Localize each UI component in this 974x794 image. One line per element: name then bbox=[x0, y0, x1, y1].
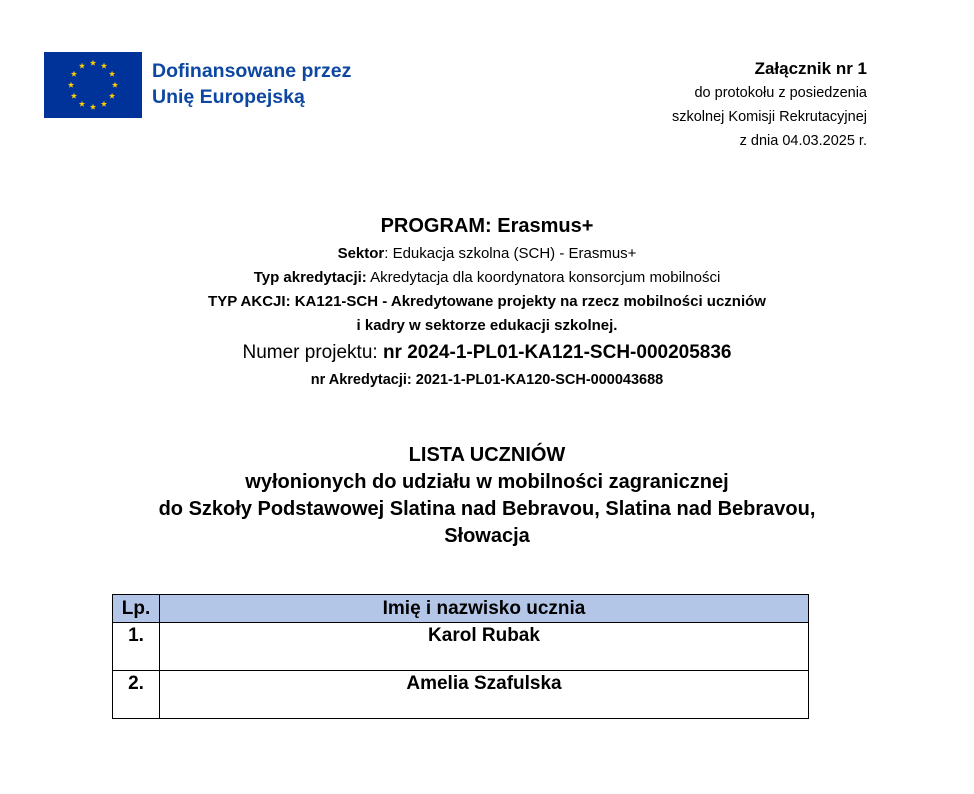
project-number-label: Numer projektu: bbox=[242, 342, 383, 363]
students-table bbox=[112, 594, 809, 719]
accreditation-type-line bbox=[0, 266, 974, 290]
accreditation-type-value: Akredytacja dla koordynatora konsorcjum mobilności bbox=[366, 269, 721, 286]
sector-line bbox=[0, 242, 974, 266]
list-title bbox=[0, 442, 974, 550]
sector-label: Sektor bbox=[337, 245, 385, 262]
row-name: Amelia Szafulska bbox=[160, 671, 809, 719]
accreditation-number: nr Akredytacji: 2021-1-PL01-KA120-SCH-000043688 bbox=[310, 372, 664, 388]
table-row bbox=[113, 623, 809, 671]
annex-date: z dnia 04.03.2025 r. bbox=[739, 133, 867, 149]
annex-line1: do protokołu z posiedzenia bbox=[694, 85, 867, 101]
eu-text-line1: Dofinansowane przez bbox=[152, 60, 352, 82]
list-title-line1: LISTA UCZNIÓW bbox=[408, 444, 566, 466]
project-number-line bbox=[0, 340, 974, 366]
accreditation-type-label: Typ akredytacji: bbox=[253, 269, 367, 286]
program-title: PROGRAM: Erasmus+ bbox=[380, 215, 594, 237]
action-type-line1: TYP AKCJI: KA121-SCH - Akredytowane projekty na rzecz mobilności uczniów bbox=[208, 293, 766, 310]
row-name: Karol Rubak bbox=[160, 623, 809, 671]
header-lp: Lp. bbox=[113, 595, 160, 623]
eu-text-line2: Unię Europejską bbox=[152, 86, 305, 108]
sector-value: : Edukacja szkolna (SCH) - Erasmus+ bbox=[384, 245, 637, 262]
list-title-line3: do Szkoły Podstawowej Slatina nad Bebravou, Slatina nad Bebravou, bbox=[158, 498, 816, 520]
annex-line2: szkolnej Komisji Rekrutacyjnej bbox=[671, 109, 867, 125]
table-header-row bbox=[113, 595, 809, 623]
row-lp: 2. bbox=[113, 671, 160, 719]
header-name: Imię i nazwisko ucznia bbox=[160, 595, 809, 623]
project-number-value: nr 2024-1-PL01-KA121-SCH-000205836 bbox=[382, 342, 732, 363]
list-title-line4: Słowacja bbox=[444, 525, 530, 547]
action-type-line2: i kadry w sektorze edukacji szkolnej. bbox=[356, 317, 618, 334]
list-title-line2: wyłonionych do udziału w mobilności zagranicznej bbox=[245, 471, 729, 493]
annex-title: Załącznik nr 1 bbox=[754, 59, 867, 78]
eu-cofinancing-text bbox=[152, 58, 351, 110]
table-row bbox=[113, 671, 809, 719]
annex-header bbox=[672, 57, 867, 153]
eu-flag-icon bbox=[44, 52, 142, 118]
row-lp: 1. bbox=[113, 623, 160, 671]
